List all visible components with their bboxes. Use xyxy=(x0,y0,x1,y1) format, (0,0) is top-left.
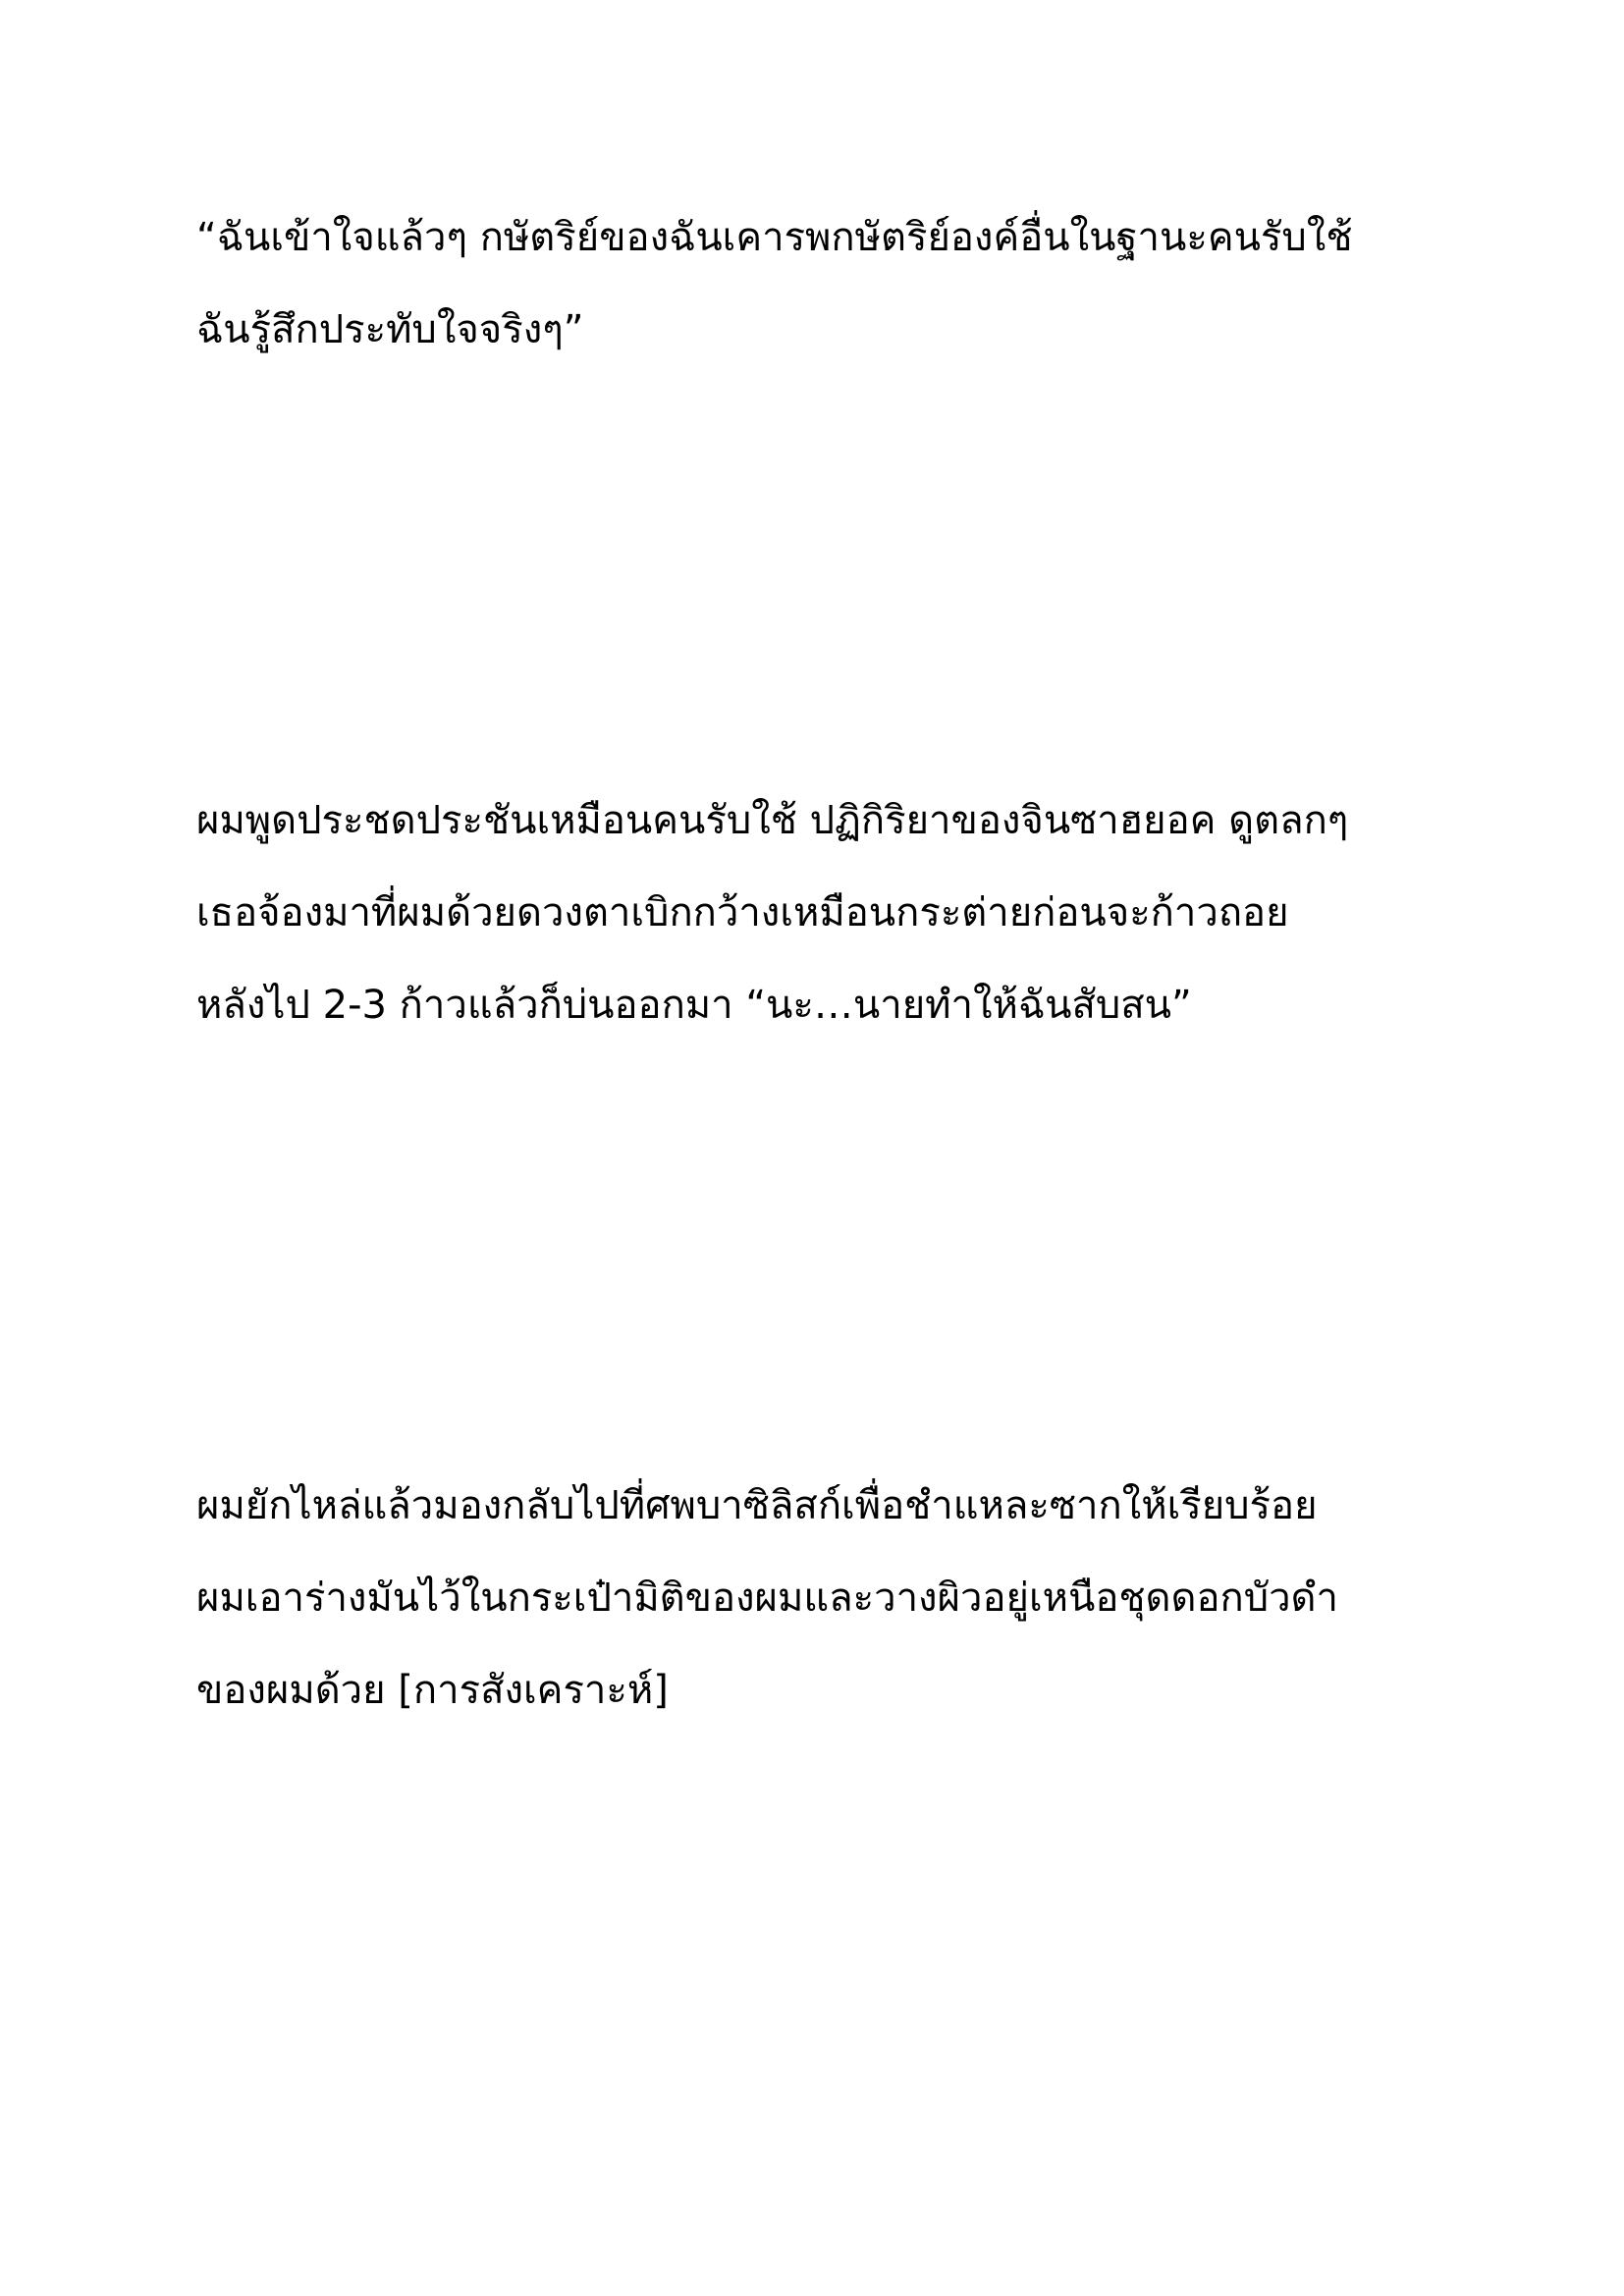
paragraph-line: ฉันรู้สึกประทับใจจริงๆ” xyxy=(196,307,584,352)
paragraph-2 xyxy=(196,795,1434,1031)
paragraph-3 xyxy=(196,1480,1434,1716)
paragraph-line: “ฉันเข้าใจแล้วๆ กษัตริย์ของฉันเคารพกษัตริย์องค์อื่นในฐานะคนรับใช้ xyxy=(196,215,1353,260)
paragraph-1 xyxy=(196,212,1434,355)
paragraph-line: ผมพูดประชดประชันเหมือนคนรับใช้ ปฏิกิริยาของจินซาฮยอค ดูตลกๆ xyxy=(196,798,1349,843)
paragraph-line: ผมเอาร่างมันไว้ในกระเป๋ามิติของผมและวางผิวอยู่เหนือชุดดอกบัวดำ xyxy=(196,1575,1338,1621)
paragraph-line: เธอจ้องมาที่ผมด้วยดวงตาเบิกกว้างเหมือนกระต่ายก่อนจะก้าวถอย xyxy=(196,890,1289,935)
paragraph-line: ผมยักไหล่แล้วมองกลับไปที่ศพบาซิลิสก์เพื่อชำแหละซากให้เรียบร้อย xyxy=(196,1483,1318,1528)
paragraph-line: ของผมด้วย [การสังเคราะห์] xyxy=(196,1668,669,1713)
paragraph-line: หลังไป 2-3 ก้าวแล้วก็บ่นออกมา “นะ…นายทำให้ฉันสับสน” xyxy=(196,983,1192,1028)
